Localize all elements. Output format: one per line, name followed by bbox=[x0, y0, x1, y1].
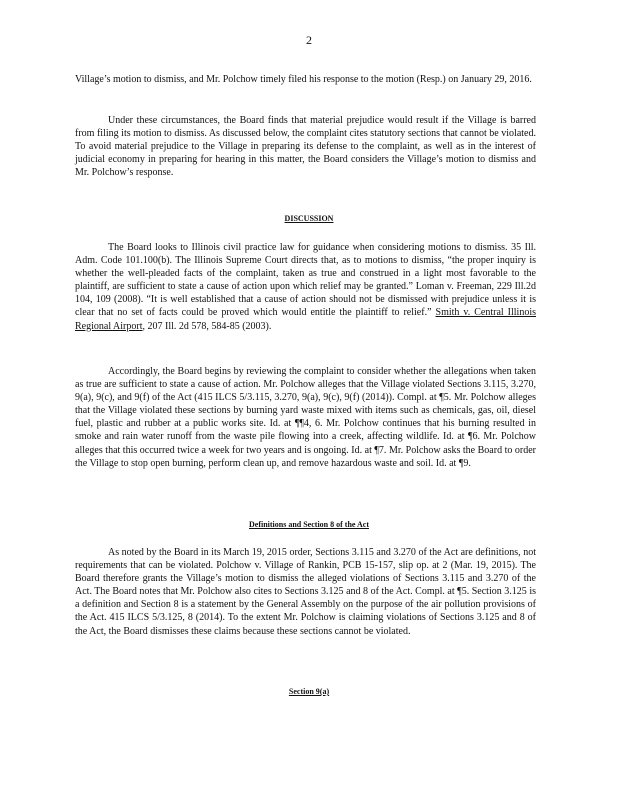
heading-section-9a bbox=[0, 687, 618, 696]
paragraph-standard-text: The Board looks to Illinois civil practice law for guidance when considering motions to dismiss. 35 Ill. Adm. Code 101.100(b). The Illinois Supreme Court directs that, as to motions to dismiss, “the proper inquiry is whether the well-pleaded facts of the complaint, taken as true and construed in a light most favorable to the plaintiff, are sufficient to state a cause of action upon which relief may be granted.” Loman v. Freeman, 229 Ill.2d 104, 109 (2008). “It is well established that a cause of action should not be dismissed with prejudice unless it is clear that no set of facts could be proved which would entitle the plaintiff to relief.” bbox=[75, 242, 536, 319]
paragraph-intro-continuation: Village’s motion to dismiss, and Mr. Polchow timely filed his response to the motion (Resp.) on January 29, 2016. bbox=[75, 74, 532, 85]
heading-discussion-text: DISCUSSION bbox=[284, 214, 334, 223]
heading-discussion bbox=[0, 214, 618, 223]
paragraph-circumstances: Under these circumstances, the Board finds that material prejudice would result if the Village is barred from filing its motion to dismiss. As discussed below, the complaint cites statutory sections that cannot be violated. To avoid material prejudice to the Village in preparing its defense to the complaint, as well as in the interest of judicial economy in preparing for hearing in this matter, the Board considers the Village’s motion to dismiss and Mr. Polchow’s response. bbox=[75, 115, 536, 179]
case-citation-smith: Smith v. Central Illinois Regional Airport bbox=[75, 307, 537, 332]
paragraph-standard-cite-tail: , 207 Ill. 2d 578, 584-85 (2003). bbox=[142, 320, 272, 332]
heading-definitions bbox=[0, 520, 618, 529]
heading-definitions-text: Definitions and Section 8 of the Act bbox=[249, 520, 369, 529]
page-number: 2 bbox=[306, 33, 312, 47]
heading-section-9a-text: Section 9(a) bbox=[288, 687, 330, 696]
paragraph-standard-of-review bbox=[75, 241, 536, 333]
paragraph-definitions: As noted by the Board in its March 19, 2015 order, Sections 3.115 and 3.270 of the Act are definitions, not requirements that can be violated. Polchow v. Village of Rankin, PCB 15-157, slip op. at 2 (Mar. 19, 2015). The Board therefore grants the Village’s motion to dismiss the alleged violations of Sections 3.115 and 3.270 of the Act. The Board notes that Mr. Polchow also cites to Sections 3.125 and 8 of the Act. Compl. at ¶5. Section 3.125 is a definition and Section 8 is a statement by the General Assembly on the purpose of the air pollution provisions of the Act. 415 ILCS 5/3.125, 8 (2014). To the extent Mr. Polchow is claiming violations of Sections 3.125 and 8 of the Act, the Board dismisses these claims because these sections cannot be violated. bbox=[75, 547, 536, 637]
paragraph-complaint-review: Accordingly, the Board begins by reviewing the complaint to consider whether the allegations when taken as true are sufficient to state a cause of action. Mr. Polchow alleges that the Village violated Sections 3.115, 3.270, 9(a), 9(c), and 9(f) of the Act (415 ILCS 5/3.115, 3.270, 9(a), 9(c), 9(f) (2014)). Compl. at ¶5. Mr. Polchow alleges that the Village violated these sections by burning yard waste mixed with items such as chemicals, gas, oil, diesel fuel, plastic and rubber at a public works site. Id. at ¶¶4, 6. Mr. Polchow continues that his burning resulted in smoke and rain water runoff from the waste pile flowing into a creek, affecting wildlife. Id. at ¶6. Mr. Polchow alleges that this occurred twice a week for two years and is ongoing. Id. at ¶7. Mr. Polchow asks the Board to order the Village to stop open burning, perform clean up, and remove hazardous waste and soil. Id. at ¶9. bbox=[75, 366, 536, 469]
